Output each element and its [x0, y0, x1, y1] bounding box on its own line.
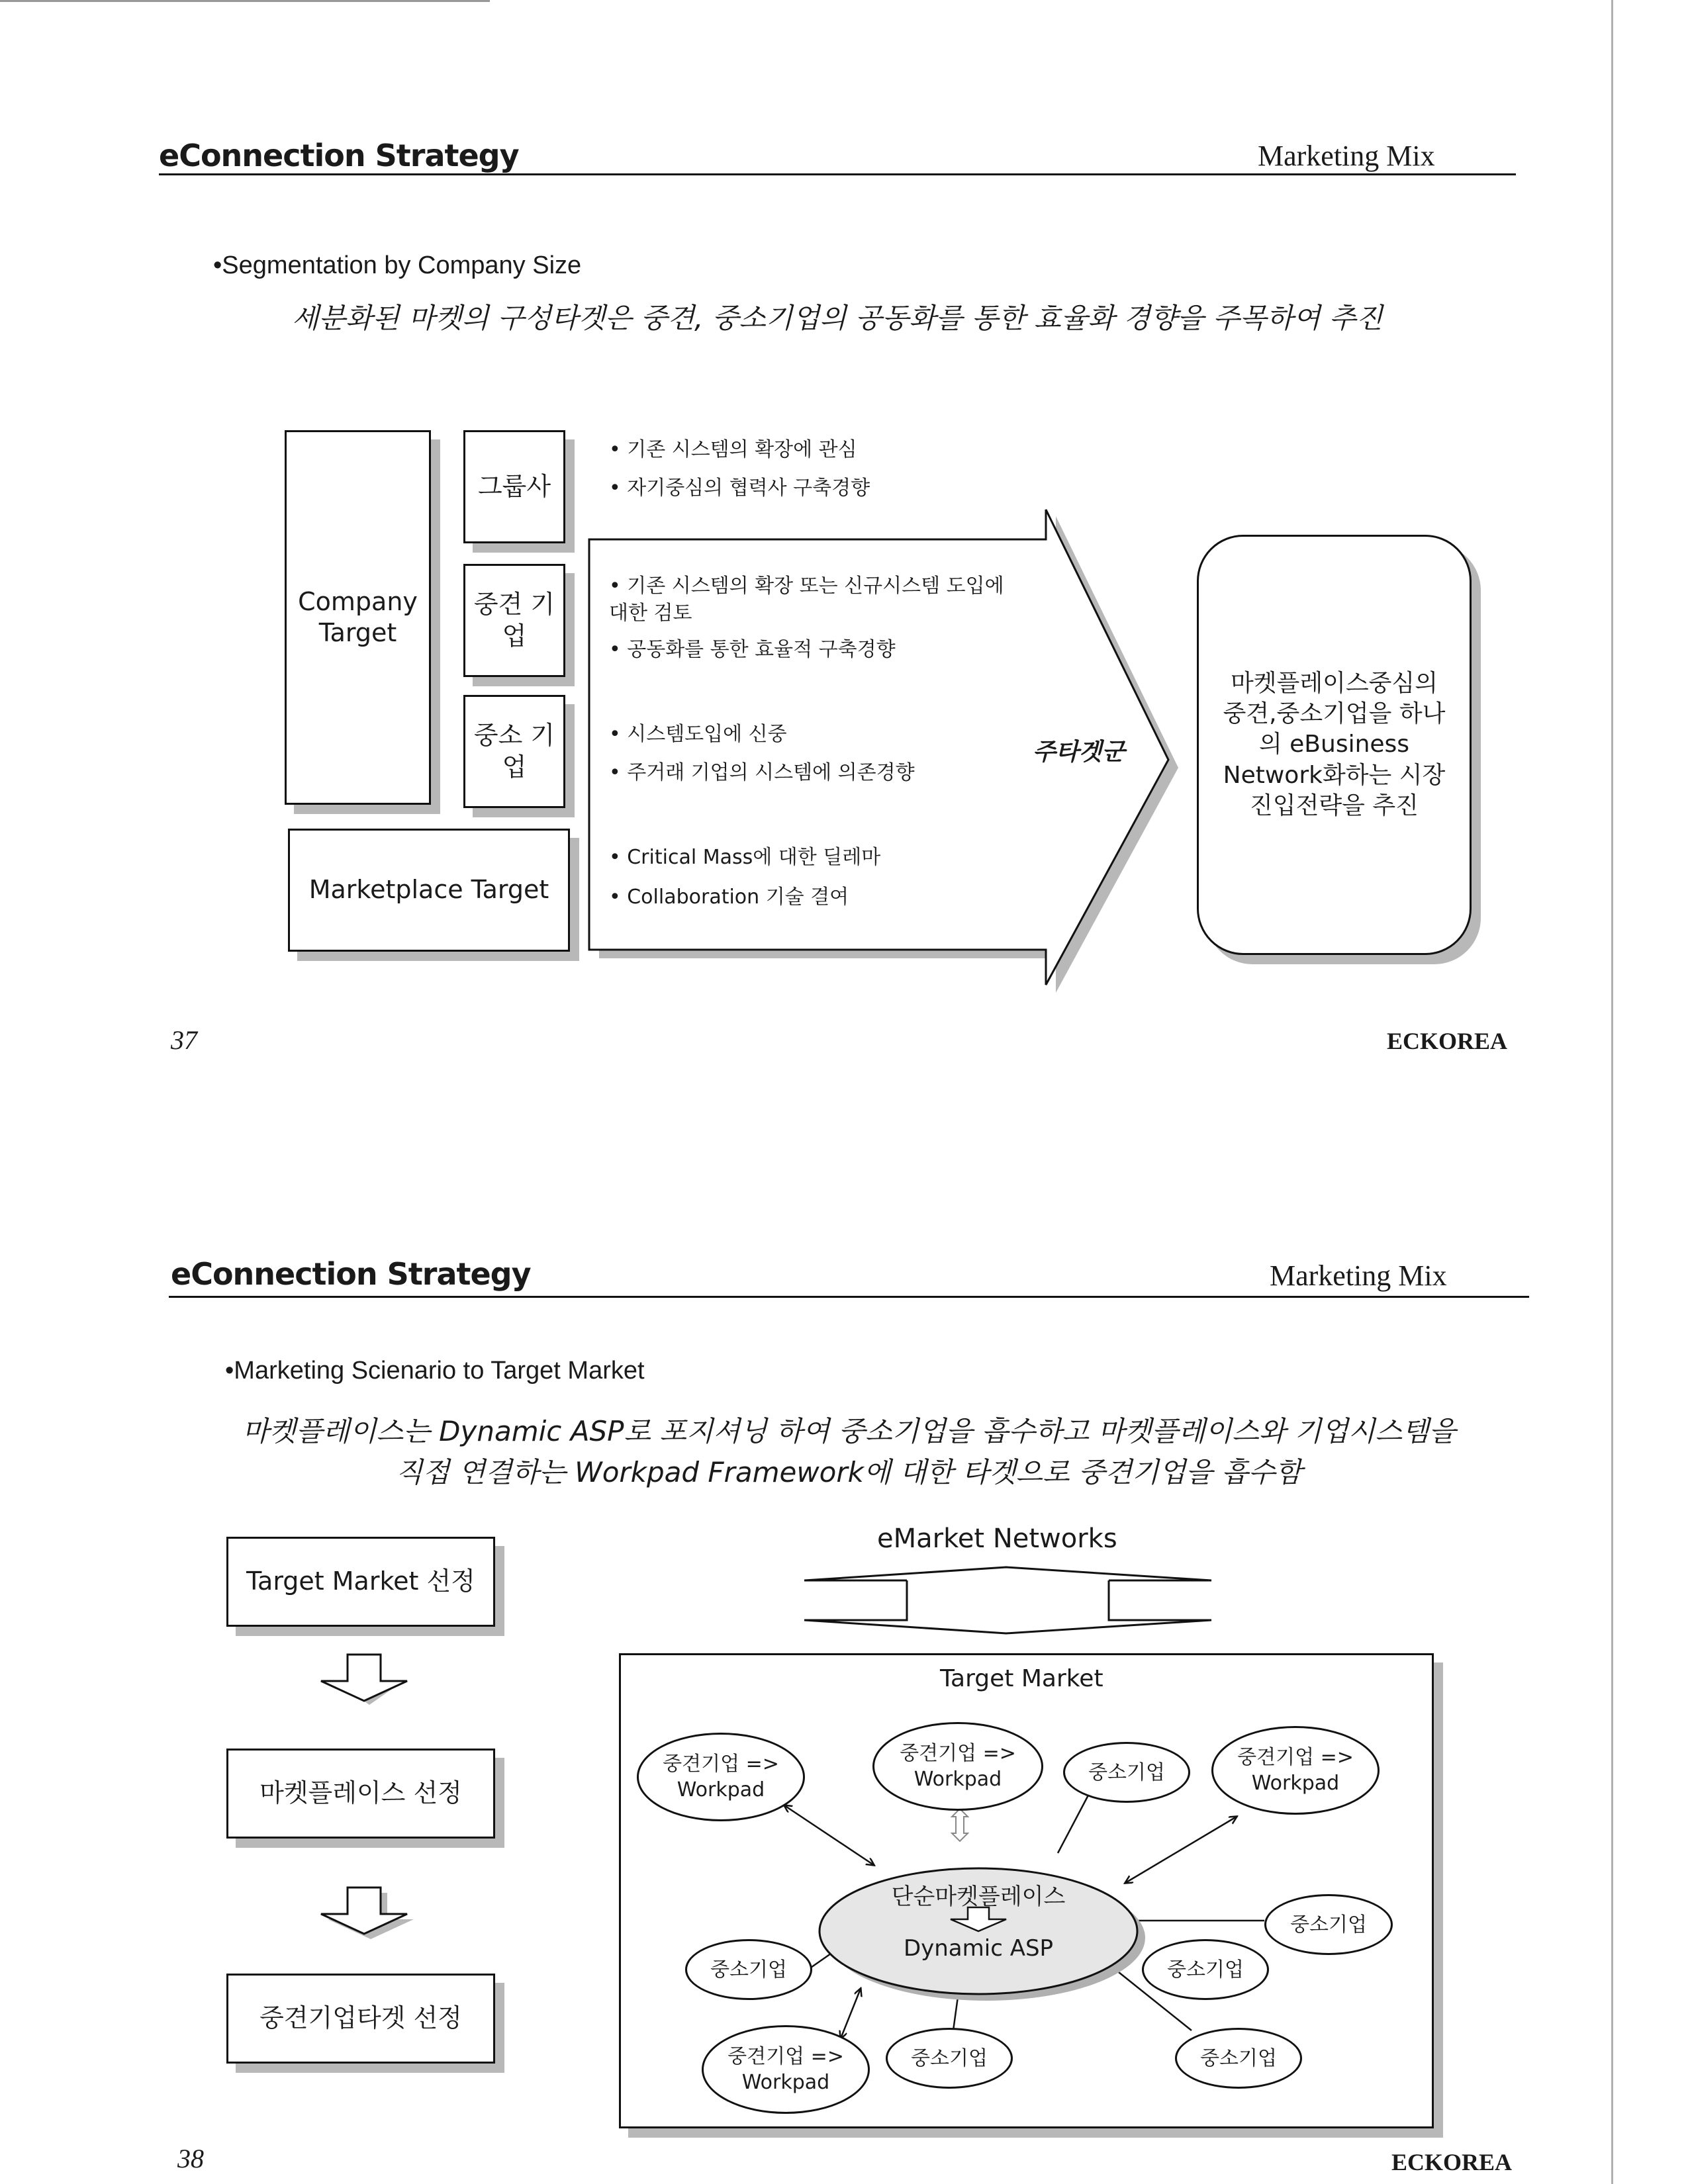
page2-section: Marketing Mix: [1270, 1259, 1447, 1292]
small-right-lower: 중소기업: [1142, 1939, 1269, 2000]
mp-note-1: • Critical Mass에 대한 딜레마: [609, 846, 881, 869]
emarket-double-arrow: [804, 1567, 1211, 1633]
small-note-1: • 시스템도입에 신중: [609, 723, 787, 746]
midsize-box: 중견 기업: [463, 564, 565, 677]
page1-subtitle: 세분화된 마켓의 구성타겟은 중견, 중소기업의 공동화를 통한 효율화 경향을 주목하여 추진: [291, 302, 1383, 334]
small-note-2: • 주거래 기업의 시스템에 의존경향: [609, 761, 915, 784]
group-note-1: • 기존 시스템의 확장에 관심: [609, 438, 857, 461]
result-box: 마켓플레이스중심의 중견,중소기업을 하나의 eBusiness Network화하는 시장진입전략을 추진: [1197, 535, 1472, 955]
page1-footer: ECKOREA: [1387, 1028, 1508, 1054]
mid-note-1: • 기존 시스템의 확장 또는 신규시스템 도입에 대한 검토: [609, 574, 1004, 625]
small-top: 중소기업: [1063, 1742, 1190, 1803]
mp-note-2: • Collaboration 기술 결여: [609, 886, 849, 909]
mid-workpad-top: 중견기업 => Workpad: [872, 1722, 1043, 1811]
page2-number: 38: [177, 2144, 204, 2173]
company-target-box: Company Target: [285, 430, 431, 805]
page1-title: eConnection Strategy: [159, 138, 519, 173]
small-left: 중소기업: [685, 1939, 812, 2000]
group-note-2: • 자기중심의 협력사 구축경향: [609, 477, 870, 500]
top-double-arrow: [952, 1809, 968, 1841]
main-target-label: 주타겟군: [1033, 739, 1125, 766]
link-mid-right: [1125, 1817, 1237, 1883]
small-right: 중소기업: [1264, 1894, 1393, 1955]
page2-subtitle-line2: 직접 연결하는 Workpad Framework에 대한 타겟으로 중견기업을 흡수함: [396, 1456, 1302, 1488]
step-arrow-1: [321, 1655, 407, 1705]
page2-subtitle-line1: 마켓플레이스는 Dynamic ASP로 포지셔닝 하여 중소기업을 흡수하고 마켓플레이스와 기업시스템을: [242, 1415, 1456, 1447]
page1-bullet: •Segmentation by Company Size: [213, 251, 582, 279]
page2-title: eConnection Strategy: [171, 1256, 531, 1292]
mid-workpad-bottom: 중견기업 => Workpad: [702, 2025, 870, 2114]
marketplace-target-box: Marketplace Target: [288, 829, 570, 952]
link-mid-bottom: [841, 1989, 861, 2038]
page1-number: 37: [171, 1025, 197, 1055]
step-target-market: Target Market 선정: [226, 1537, 495, 1627]
page1-section: Marketing Mix: [1258, 140, 1435, 172]
emarket-label: eMarket Networks: [877, 1524, 1117, 1554]
step-midsize-target: 중견기업타겟 선정: [226, 1974, 495, 2064]
small-bottom: 중소기업: [886, 2028, 1013, 2089]
page2-footer: ECKOREA: [1391, 2149, 1513, 2175]
mid-workpad-left: 중견기업 => Workpad: [637, 1733, 805, 1821]
mid-note-2: • 공동화를 통한 효율적 구축경향: [609, 638, 896, 661]
link-mid-left: [784, 1805, 874, 1865]
link-small-top: [1058, 1790, 1091, 1853]
small-box: 중소 기업: [463, 695, 565, 808]
step-marketplace: 마켓플레이스 선정: [226, 1749, 495, 1839]
group-box: 그룹사: [463, 430, 565, 543]
center-top-label: 단순마켓플레이스: [891, 1884, 1066, 1910]
mid-workpad-right: 중견기업 => Workpad: [1211, 1726, 1380, 1815]
step-arrow-2: [321, 1888, 414, 1939]
target-market-label: Target Market: [940, 1665, 1103, 1692]
small-bottom-right: 중소기업: [1175, 2028, 1302, 2089]
page2-bullet: •Marketing Scienario to Target Market: [225, 1357, 645, 1385]
center-bottom-label: Dynamic ASP: [903, 1935, 1054, 1962]
